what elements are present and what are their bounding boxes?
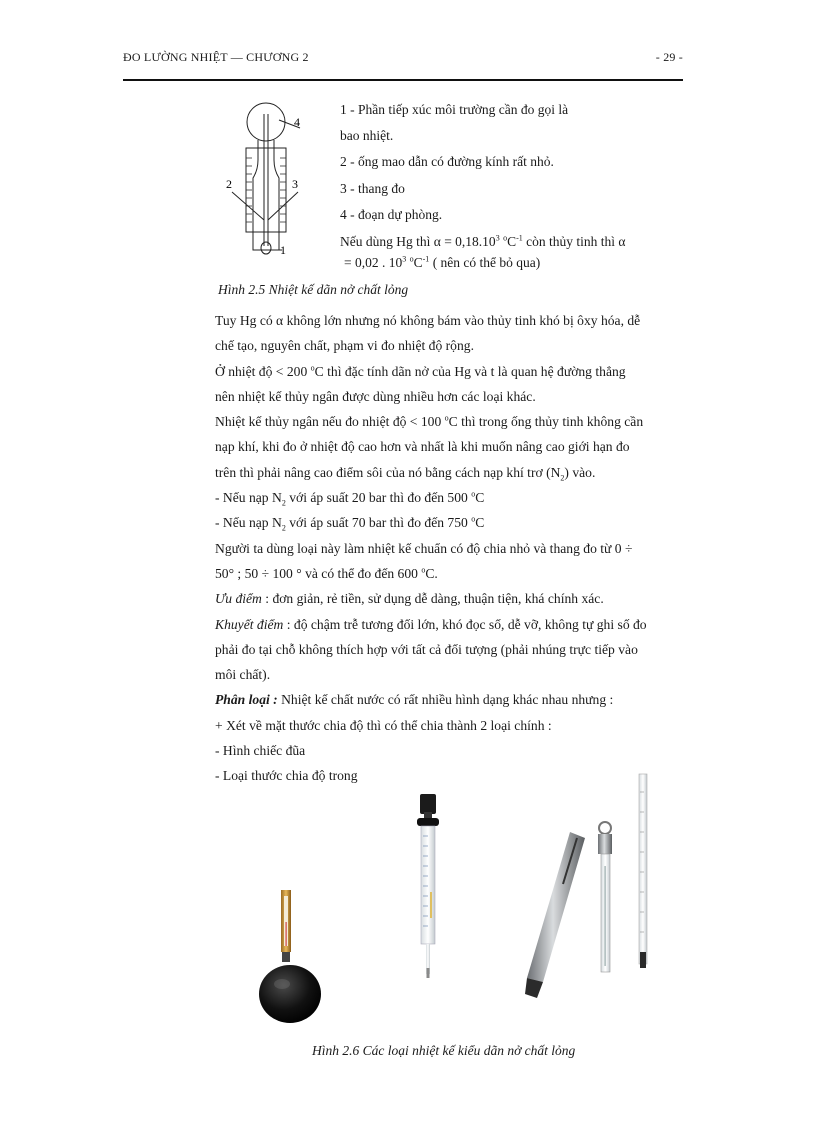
thermometer-photos	[255, 772, 675, 1032]
body-text	[215, 308, 691, 789]
figure-2-6-caption: Hình 2.6 Các loại nhiệt kế kiểu dãn nở chất lỏng	[312, 1043, 576, 1058]
bullet-20bar: - Nếu nạp $N_2$ với áp suất 20 bar thì đo đến 500 $^o$C	[215, 489, 485, 508]
bullet-70bar: - Nếu nạp $N_2$ với áp suất 70 bar thì đo đến 750 $^o$C	[215, 514, 485, 534]
paragraph-advantages: Ưu điểm : đơn giản, rẻ tiền, sử dụng dễ dàng, thuận tiện, khá chính xác.	[215, 591, 604, 607]
figure-2-5-caption: Hình 2.5 Nhiệt kế dãn nở chất lỏng	[218, 282, 409, 297]
chapter-title: ĐO LƯỜNG NHIỆT — CHƯƠNG 2	[123, 50, 309, 64]
paragraph-hg: Tuy Hg có α không lớn nhưng nó không bám vào thủy tinh khó bị ôxy hóa, dễ chế tạo, nguyên chất, phạm vi đo nhiệt độ rộng.	[215, 313, 641, 354]
pocket-thermometer-photo	[525, 822, 612, 998]
legend-item-4: 4 - đoạn dự phòng.	[340, 207, 443, 222]
paragraph-inert-gas: Nhiệt kế thủy ngân nếu đo nhiệt độ < 100 $^o$C thì trong ống thủy tinh không cần nạp khí, khi đo ở nhiệt độ cao hơn và nhất là khi muốn nâng cao giới hạn đo trên thì phải nâng cao điểm sôi của nó bằng cách nạp khí trơ $(N_2)$ vào.	[215, 413, 644, 483]
stick-thermometer-photo	[639, 774, 647, 968]
ball-thermometer-photo	[259, 890, 321, 1023]
callout-3: 3	[292, 177, 298, 191]
page-number: - 29 -	[655, 50, 683, 64]
callout-1: 1	[280, 243, 286, 257]
paragraph-standard: Người ta dùng loại này làm nhiệt kế chuẩn có độ chia nhỏ và thang đo từ 0 ÷ 50° ; 50 ÷ 100 ° và có thể đo đến 600 $^o$C.	[215, 540, 633, 581]
paragraph-disadvantages: Khuyết điểm : độ chậm trễ tương đối lớn, khó đọc số, dễ vỡ, không tự ghi số đo phải đo tại chỗ không thích hợp với tất cả đối tượng (phải nhúng trực tiếp vào môi chất).	[215, 616, 647, 683]
legend-note-line-2: = 0,02 . $10^3$ $^oC^{-1}$ ( nên có thể bỏ qua)	[344, 254, 541, 270]
legend-item-1: 1 - Phần tiếp xúc môi trường cần đo gọi là	[340, 102, 569, 117]
liquid-thermometer-diagram	[222, 100, 332, 260]
legend-item-3: 3 - thang đo	[340, 181, 405, 196]
legend-note-line-1: Nếu dùng Hg thì $\alpha = 0,18.10^3$ $^oC^{-1}$ còn thủy tinh thì α	[340, 233, 626, 249]
glass-thermometer-photo	[417, 794, 439, 978]
callout-4: 4	[294, 115, 300, 129]
legend-item-1-cont: bao nhiệt.	[340, 128, 394, 143]
paragraph-linear: Ở nhiệt độ < 200 $^o$C thì đặc tính dãn nở của Hg và t là quan hệ đường thẳng nên nhiệt kế thủy ngân được dùng nhiều hơn các loại khác.	[215, 363, 626, 404]
header-rule	[123, 79, 683, 81]
legend-item-2: 2 - ống mao dẫn có đường kính rất nhỏ.	[340, 154, 554, 169]
callout-2: 2	[226, 177, 232, 191]
paragraph-classification: Phân loại : Nhiệt kế chất nước có rất nhiều hình dạng khác nhau nhưng : + Xét về mặt thước chia độ thì có thể chia thành 2 loại chính : - Hình chiếc đũa - Loại thước chia độ trong	[215, 692, 614, 784]
